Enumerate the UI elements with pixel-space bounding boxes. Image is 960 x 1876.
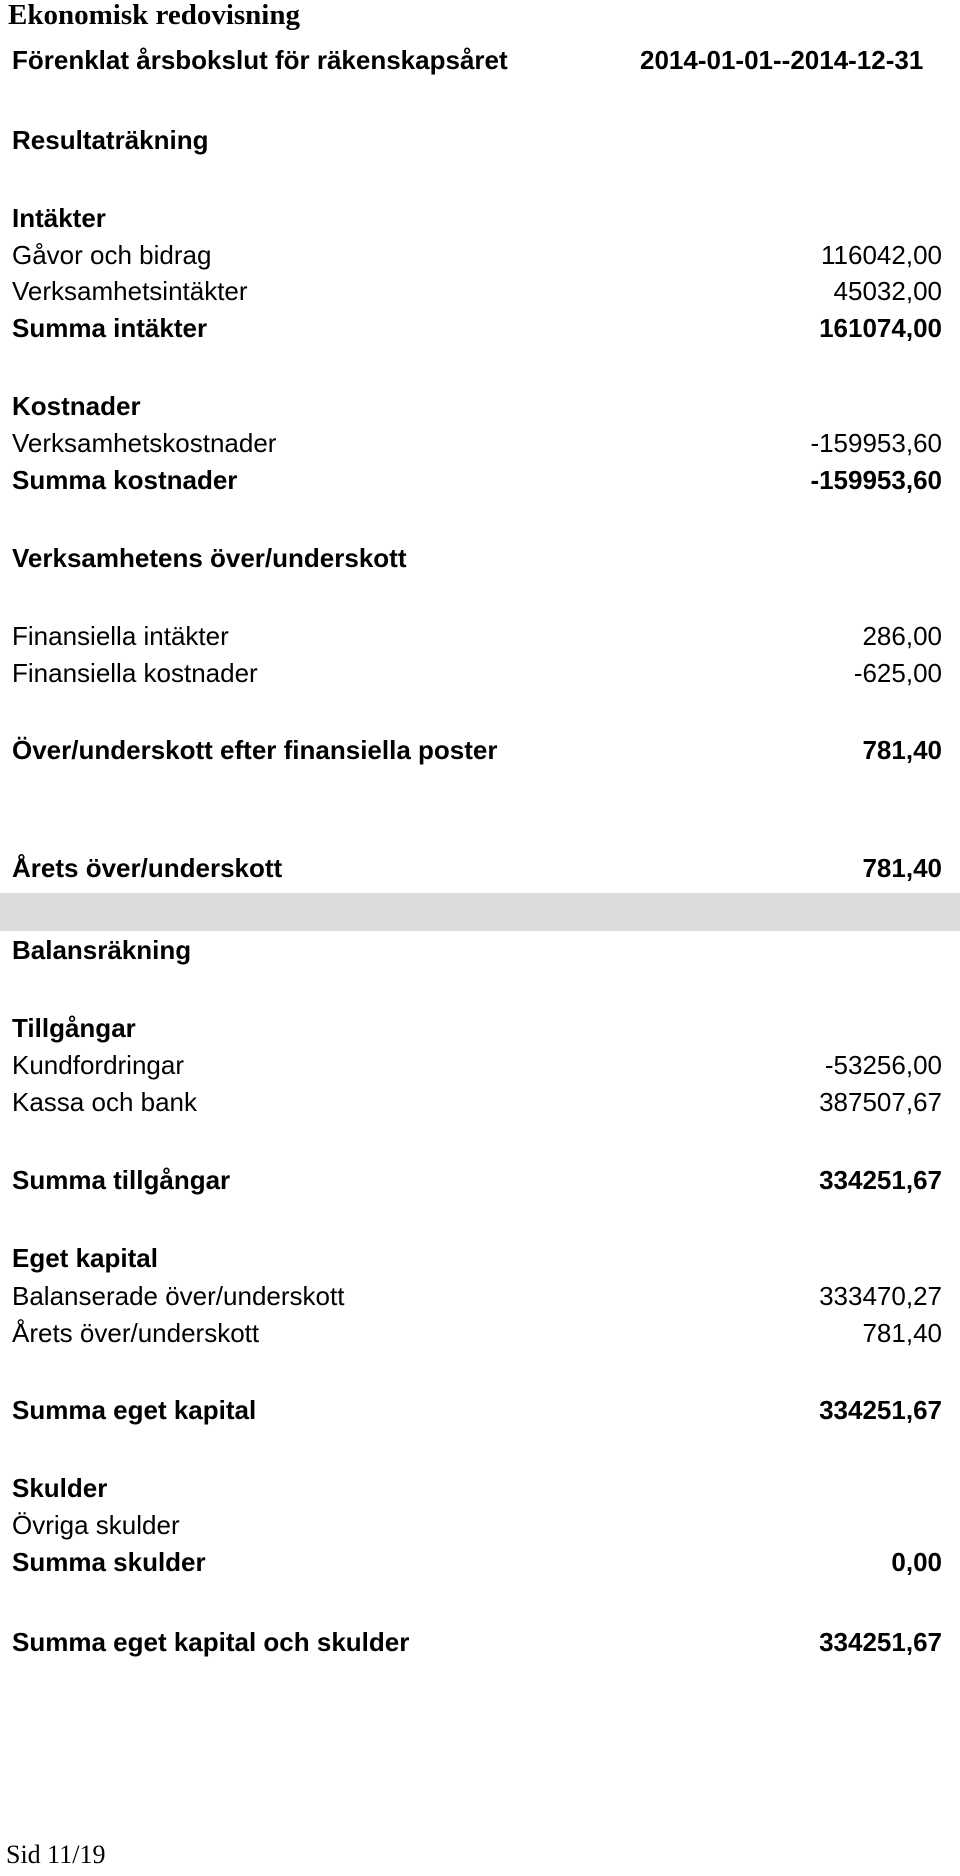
statement-row [12, 273, 942, 309]
statement-row [12, 618, 942, 654]
row-label: Finansiella kostnader [12, 658, 258, 688]
row-label: Summa eget kapital och skulder [12, 1627, 410, 1657]
statement-row [12, 1047, 942, 1083]
row-amount: 781,40 [862, 735, 942, 765]
statement-row [12, 1470, 942, 1506]
row-amount: -159953,60 [810, 465, 942, 495]
page-footer: Sid 11/19 [6, 1840, 106, 1869]
row-amount: -625,00 [853, 658, 942, 688]
row-label: Summa intäkter [12, 313, 208, 343]
statement-row [12, 200, 942, 236]
statement-row [12, 1392, 942, 1428]
row-amount: 161074,00 [819, 313, 942, 343]
statement-row [12, 310, 942, 346]
row-label: Övriga skulder [12, 1510, 180, 1540]
row-amount: 0,00 [891, 1547, 942, 1577]
row-amount: 781,40 [862, 1318, 942, 1348]
row-label: Verksamhetskostnader [12, 428, 277, 458]
row-label: Över/underskott efter finansiella poster [12, 735, 498, 765]
row-label: Summa tillgångar [12, 1165, 231, 1195]
statement-row [12, 1010, 942, 1046]
statement-row [12, 462, 942, 498]
statement-row [12, 932, 942, 968]
row-label: Årets över/underskott [12, 1318, 260, 1348]
row-label: Eget kapital [12, 1243, 158, 1273]
statement-row [12, 655, 942, 691]
statement-row [12, 1315, 942, 1351]
row-amount: 334251,67 [819, 1395, 942, 1425]
row-amount: -159953,60 [810, 428, 942, 458]
row-label: Tillgångar [12, 1013, 136, 1043]
row-amount: 45032,00 [833, 276, 942, 306]
statement-row [12, 237, 942, 273]
section-separator-band [0, 893, 960, 931]
row-label: Verksamhetens över/underskott [12, 543, 407, 573]
row-amount: 387507,67 [819, 1087, 942, 1117]
row-label: Resultaträkning [12, 125, 209, 155]
row-amount: 286,00 [862, 621, 942, 651]
statement-row [12, 425, 942, 461]
statement-row [12, 1278, 942, 1314]
row-label: Summa skulder [12, 1547, 206, 1577]
row-label: Balanserade över/underskott [12, 1281, 345, 1311]
row-label: Kassa och bank [12, 1087, 198, 1117]
row-label: Intäkter [12, 203, 106, 233]
statement-row [12, 732, 942, 768]
row-amount: 781,40 [862, 853, 942, 883]
statement-row [12, 388, 942, 424]
row-label: Summa kostnader [12, 465, 238, 495]
row-label: Finansiella intäkter [12, 621, 229, 651]
statement-row [12, 122, 942, 158]
fiscal-period: 2014-01-01--2014-12-31 [640, 45, 924, 75]
row-label: Summa eget kapital [12, 1395, 257, 1425]
row-label: Verksamhetsintäkter [12, 276, 248, 306]
statement-row [12, 1084, 942, 1120]
row-amount: -53256,00 [824, 1050, 942, 1080]
row-amount: 116042,00 [821, 240, 942, 270]
row-label: Gåvor och bidrag [12, 240, 212, 270]
row-amount: 333470,27 [819, 1281, 942, 1311]
statement-row [12, 1507, 942, 1543]
statement-row [12, 1624, 942, 1660]
row-label: Årets över/underskott [12, 853, 283, 883]
row-label: Kundfordringar [12, 1050, 184, 1080]
statement-row [12, 1162, 942, 1198]
row-amount: 334251,67 [819, 1627, 942, 1657]
row-label: Balansräkning [12, 935, 192, 965]
row-label: Kostnader [12, 391, 141, 421]
row-label: Skulder [12, 1473, 108, 1503]
statement-row [12, 850, 942, 886]
statement-row [12, 1544, 942, 1580]
document-title: Ekonomisk redovisning [8, 0, 300, 31]
document-subtitle [12, 45, 956, 75]
subtitle-label: Förenklat årsbokslut för räkenskapsåret [12, 45, 508, 75]
row-amount: 334251,67 [819, 1165, 942, 1195]
statement-row [12, 1240, 942, 1276]
statement-row [12, 540, 942, 576]
